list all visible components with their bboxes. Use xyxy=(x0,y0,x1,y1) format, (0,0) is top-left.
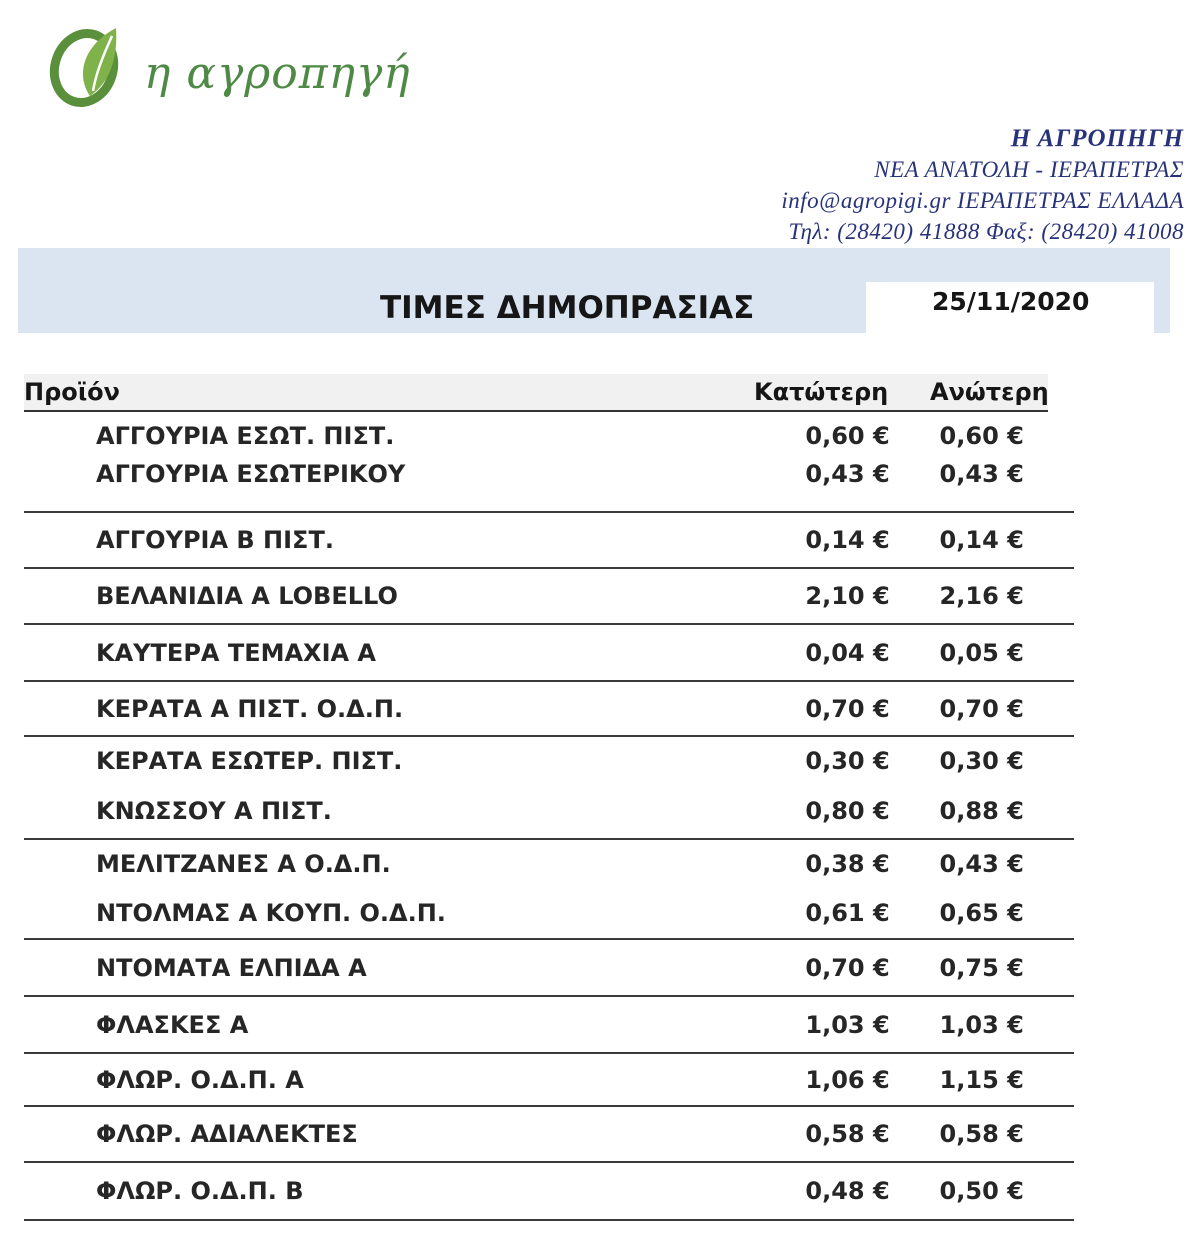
table-row xyxy=(24,939,1074,996)
product-name: ΝΤΟΜΑΤΑ ΕΛΠΙΔΑ Α xyxy=(24,939,731,996)
table-header xyxy=(24,374,1048,412)
auction-date: 25/11/2020 xyxy=(932,287,1090,316)
high-price: 0,65 € xyxy=(890,888,1024,939)
product-name: ΝΤΟΛΜΑΣ Α ΚΟΥΠ. Ο.Δ.Π. xyxy=(24,888,731,939)
high-price: 0,14 € xyxy=(890,512,1024,568)
company-email-line: info@agropigi.gr ΙΕΡΑΠΕΤΡΑΣ ΕΛΛΑΔΑ xyxy=(781,188,1184,213)
high-price: 0,60 € xyxy=(939,422,1024,450)
table-row xyxy=(24,458,1074,512)
product-name: ΑΓΓΟΥΡΙΑ ΕΣΩΤΕΡΙΚΟΥ xyxy=(24,458,731,512)
high-price: 0,75 € xyxy=(890,939,1024,996)
low-price: 0,70 € xyxy=(731,681,889,736)
table-row xyxy=(24,624,1074,681)
leaf-logo-icon xyxy=(46,18,138,110)
logo xyxy=(46,18,411,118)
page-title: ΤΙΜΕΣ ΔΗΜΟΠΡΑΣΙΑΣ xyxy=(380,290,755,326)
low-price: 0,58 € xyxy=(731,1106,889,1162)
low-price: 0,38 € xyxy=(805,850,890,878)
table-row xyxy=(24,736,1074,784)
logo-text: η αγροπηγή xyxy=(144,48,411,99)
low-price: 0,43 € xyxy=(731,458,889,512)
product-name: ΑΓΓΟΥΡΙΑ ΕΣΩΤ. ΠΙΣΤ. xyxy=(96,422,395,450)
table-row xyxy=(24,839,1074,888)
low-price: 0,14 € xyxy=(731,512,889,568)
high-price: 1,15 € xyxy=(890,1053,1024,1106)
table-row xyxy=(24,681,1074,736)
price-table xyxy=(24,414,1074,1221)
table-row xyxy=(24,414,1074,458)
table-row xyxy=(24,888,1074,939)
high-price: 0,58 € xyxy=(890,1106,1024,1162)
company-address: ΝΕΑ ΑΝΑΤΟΛΗ - ΙΕΡΑΠΕΤΡΑΣ xyxy=(874,157,1184,182)
high-price: 0,43 € xyxy=(939,850,1024,878)
header-high-price: Ανώτερη xyxy=(930,378,1049,406)
high-price: 0,30 € xyxy=(939,746,1024,775)
product-name: ΑΓΓΟΥΡΙΑ Β ΠΙΣΤ. xyxy=(24,512,731,568)
low-price: 1,06 € xyxy=(731,1053,889,1106)
table-row xyxy=(24,568,1074,624)
high-price: 0,70 € xyxy=(890,681,1024,736)
table-row xyxy=(24,1053,1074,1106)
low-price: 0,48 € xyxy=(731,1162,889,1220)
product-name: ΒΕΛΑΝΙΔΙΑ Α LOBELLO xyxy=(24,568,731,624)
product-name: ΜΕΛΙΤΖΑΝΕΣ Α Ο.Δ.Π. xyxy=(96,850,391,878)
product-name: ΚΑΥΤΕΡΑ ΤΕΜΑΧΙΑ Α xyxy=(24,624,731,681)
low-price: 0,61 € xyxy=(731,888,889,939)
high-price: 0,88 € xyxy=(890,784,1024,839)
company-info xyxy=(781,124,1184,247)
product-name: ΦΛΩΡ. ΑΔΙΑΛΕΚΤΕΣ xyxy=(24,1106,731,1162)
low-price: 0,30 € xyxy=(805,746,890,775)
product-name: ΚΝΩΣΣΟΥ Α ΠΙΣΤ. xyxy=(24,784,731,839)
product-name: ΚΕΡΑΤΑ Α ΠΙΣΤ. Ο.Δ.Π. xyxy=(24,681,731,736)
header-low-price: Κατώτερη xyxy=(754,378,889,406)
low-price: 0,80 € xyxy=(731,784,889,839)
high-price: 1,03 € xyxy=(890,996,1024,1053)
product-name: ΦΛΩΡ. Ο.Δ.Π. Β xyxy=(24,1162,731,1220)
low-price: 0,70 € xyxy=(731,939,889,996)
product-name: ΦΛΑΣΚΕΣ Α xyxy=(24,996,731,1053)
table-row xyxy=(24,996,1074,1053)
high-price: 0,05 € xyxy=(890,624,1024,681)
table-row xyxy=(24,512,1074,568)
header-product: Προϊόν xyxy=(24,378,120,406)
low-price: 1,03 € xyxy=(731,996,889,1053)
table-row xyxy=(24,1162,1074,1220)
high-price: 2,16 € xyxy=(890,568,1024,624)
company-name: Η ΑΓΡΟΠΗΓΗ xyxy=(1010,125,1184,152)
low-price: 0,04 € xyxy=(731,624,889,681)
product-name: ΦΛΩΡ. Ο.Δ.Π. Α xyxy=(24,1053,731,1106)
low-price: 2,10 € xyxy=(731,568,889,624)
high-price: 0,43 € xyxy=(890,458,1024,512)
low-price: 0,60 € xyxy=(805,422,890,450)
table-row xyxy=(24,784,1074,839)
company-phone-line: Τηλ: (28420) 41888 Φαξ: (28420) 41008 xyxy=(788,219,1184,244)
table-row xyxy=(24,1106,1074,1162)
product-name: ΚΕΡΑΤΑ ΕΣΩΤΕΡ. ΠΙΣΤ. xyxy=(96,746,403,775)
high-price: 0,50 € xyxy=(890,1162,1024,1220)
